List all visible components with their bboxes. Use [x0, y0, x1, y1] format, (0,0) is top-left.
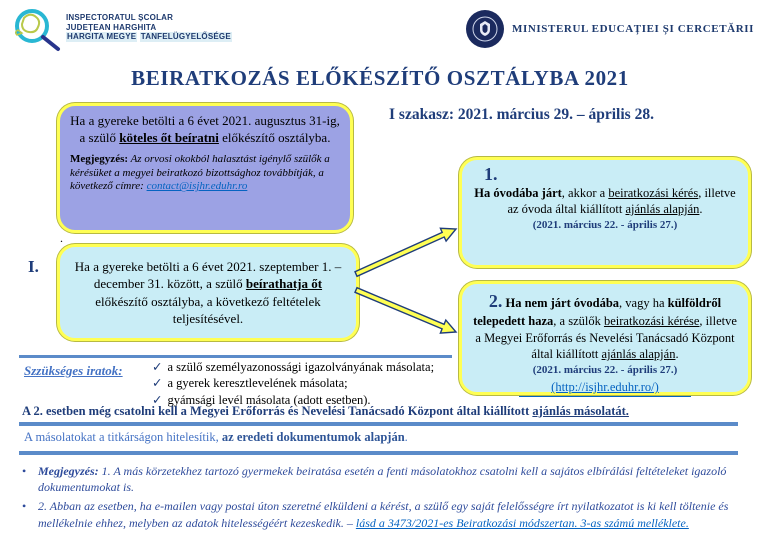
note-text: Az orvosi okokból halasztást igénylő szülők a kérésüket a megyei beiratkozó bizottsághoz továbbítják, a következő címre: — [70, 152, 330, 193]
check-icon: ✓ — [152, 392, 163, 407]
text-segment: . — [404, 430, 408, 444]
text-segment: , illetve a Megyei Erőforrás és Nevelési Tanácsadó Központ által kiállított — [475, 314, 737, 361]
divider-line — [19, 355, 452, 358]
text-segment: , a szülők — [553, 314, 604, 329]
check-icon: ✓ — [152, 376, 163, 391]
methodology-reference-link[interactable]: lásd a 3473/2021-es Beiratkozási módszertan. 3-as számú melléklete. — [355, 515, 689, 530]
text-segment: , akkor a — [561, 185, 609, 200]
option1-number: 1. — [484, 164, 498, 184]
documents-label: Szzükséges iratok: — [24, 363, 123, 378]
footnotes — [22, 463, 748, 534]
option2-date-range: (2021. március 22. - április 27.) — [532, 364, 678, 377]
checklist-item — [152, 359, 434, 375]
text-emphasis: köteles őt beíratni — [119, 129, 219, 145]
text-segment: A 2. esetben még csatolni kell a Megyei Erőforrás és Nevelési Tanácsadó Központ által kiállított — [22, 404, 533, 418]
inspectorate-line: HARGITA MEGYE — [67, 32, 137, 42]
stray-period: . — [60, 231, 63, 245]
footnote-item — [22, 498, 748, 530]
text-segment: . — [675, 346, 679, 361]
text-segment: , vagy ha — [619, 296, 668, 310]
flow-arrow-up-icon — [355, 228, 456, 276]
text-underlined: beiratkozási kérés — [608, 185, 699, 200]
text-bold: Ha nem járt óvodába — [502, 296, 620, 310]
text-segment: előkészítő osztályba. — [218, 129, 331, 145]
mandatory-enrollment-box — [57, 103, 353, 233]
phase-heading: I szakasz: 2021. március 29. – április 28. — [389, 106, 654, 123]
text-segment: 2. Abban az esetben, ha e-mailen vagy postai úton szeretné elküldeni a kérést, a szülő egy saját felelősségre írt nyilatkozatot is ki kell töltenie és mellékelnie ehhez, melyben az adatok hitelességéért kezeskedik. – — [38, 499, 729, 530]
checklist-item-text: a gyerek keresztlevelének másolata; — [167, 376, 348, 391]
contact-email-link[interactable]: contact@isjhr.eduhr.ro — [146, 180, 248, 193]
footnote-label: Megjegyzés: — [38, 464, 99, 478]
text-segment: Ha a gyereke betölti a 6 évet 2021. augusztus 31-ig, a szülő — [70, 113, 340, 145]
section-label: I. — [28, 257, 39, 276]
inspectorate-line: JUDEȚEAN HARGHITA — [66, 22, 157, 32]
text-bold: Ha óvodába járt — [474, 185, 562, 200]
inspectorate-logo — [10, 6, 232, 58]
magnifier-logo-icon — [10, 6, 62, 58]
text-underlined: ajánlás alapján — [625, 202, 700, 217]
text-segment: 1. A más körzetekhez tartozó gyermekek beiratása esetén a fenti másolatokhoz csatolni kell a sajátos elbírálási feltételeket igazoló dokumentumokat is. — [38, 464, 727, 495]
inspectorate-line: INSPECTORATUL ȘCOLAR — [66, 13, 174, 22]
option2-link-row — [470, 380, 740, 397]
divider-line — [19, 451, 738, 455]
bullet-icon: • — [22, 499, 27, 514]
footnote-text — [38, 463, 748, 495]
divider-line — [19, 422, 738, 426]
text-underlined: ajánlás másolatát. — [532, 404, 629, 418]
text-underlined: ajánlás alapján — [601, 346, 676, 361]
check-icon: ✓ — [152, 360, 163, 374]
optional-enrollment-text — [68, 258, 348, 327]
checklist-item — [152, 375, 434, 391]
option1-kindergarten-box — [459, 157, 751, 268]
text-segment: Ha a gyereke betölti a 6 évet 2021. szeptember 1. – december 31. között, a szülő — [74, 259, 342, 292]
government-emblem-icon — [466, 10, 504, 48]
flow-arrows — [352, 212, 464, 347]
option1-text — [470, 185, 740, 218]
text-bold: külföldről telepedett haza — [473, 296, 722, 329]
inspectorate-line: TANFELÜGYELŐSÉGE — [140, 32, 231, 42]
checklist-item-text: gyámsági levél másolata (adott esetben). — [167, 392, 371, 407]
text-segment: . — [699, 202, 703, 217]
text-emphasis: beírathatja őt — [245, 276, 323, 292]
isjhr-website-link[interactable]: (http://isjhr.eduhr.ro/) — [551, 380, 659, 395]
flow-arrow-down-icon — [355, 288, 456, 333]
optional-enrollment-box — [57, 244, 359, 341]
footnote-text — [38, 498, 748, 530]
attachment-note — [22, 404, 732, 419]
text-underlined: beiratkozási kérése — [603, 314, 700, 329]
text-segment: A másolatokat a titkárságon hitelesítik, — [24, 430, 222, 444]
inspectorate-name — [66, 6, 232, 42]
documents-checklist — [152, 359, 434, 408]
medical-postpone-note — [70, 153, 340, 194]
ministry-name: MINISTERUL EDUCAȚIEI ȘI CERCETĂRII — [512, 23, 754, 35]
option2-no-kindergarten-box — [459, 281, 751, 395]
ministry-header — [466, 10, 754, 48]
note-label: Megjegyzés: — [70, 152, 129, 165]
certification-note — [24, 430, 408, 445]
text-bold: az eredeti dokumentumok alapján — [221, 430, 405, 444]
page-title: BEIRATKOZÁS ELŐKÉSZÍTŐ OSZTÁLYBA 2021 — [131, 66, 629, 90]
bullet-icon: • — [22, 464, 27, 478]
text-segment: előkészítő osztályba, a következő feltételek teljesítésével. — [95, 293, 321, 326]
footnote-item — [22, 463, 748, 495]
option2-text — [470, 290, 740, 362]
option2-number: 2. — [488, 291, 503, 311]
option1-date-range: (2021. március 22. - április 27.) — [532, 219, 678, 232]
mandatory-enrollment-text — [70, 113, 340, 147]
text-segment: , illetve az óvoda által kiállított — [507, 185, 736, 217]
checklist-item-text: a szülő személyazonossági igazolványának másolata; — [167, 360, 435, 374]
